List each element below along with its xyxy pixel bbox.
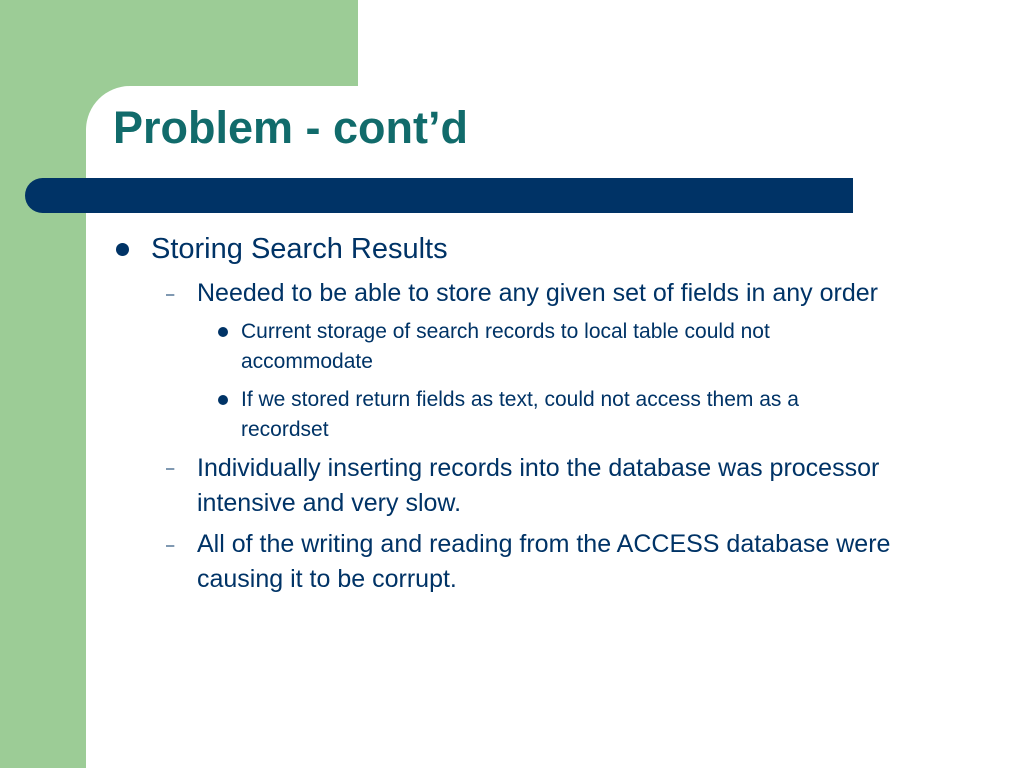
sub-bullet-inserting-line1: Individually inserting records into the database was processor xyxy=(197,454,880,482)
subsub-bullet-current-storage-line2: accommodate xyxy=(241,350,373,373)
dash-icon: – xyxy=(166,286,175,303)
dash-icon: – xyxy=(166,537,175,554)
slide-title: Problem - cont’d xyxy=(113,102,469,153)
dash-icon: – xyxy=(166,460,175,477)
bullet-dot-icon xyxy=(218,327,228,337)
sub-bullet-access-line1: All of the writing and reading from the ACCESS database were xyxy=(197,530,891,558)
bullet-dot-icon xyxy=(218,395,228,405)
subsub-bullet-stored-text-line2: recordset xyxy=(241,418,329,441)
subsub-bullet-stored-text-line1: If we stored return fields as text, could not access them as a xyxy=(241,388,799,411)
sub-bullet-access-line2: causing it to be corrupt. xyxy=(197,565,457,593)
sub-bullet-inserting-line2: intensive and very slow. xyxy=(197,489,462,517)
bullet-dot-icon xyxy=(116,243,129,256)
bullet-storing-search-results: Storing Search Results xyxy=(151,233,448,265)
sub-bullet-store-fields: Needed to be able to store any given set of fields in any order xyxy=(197,279,878,307)
subsub-bullet-current-storage-line1: Current storage of search records to local table could not xyxy=(241,320,770,343)
